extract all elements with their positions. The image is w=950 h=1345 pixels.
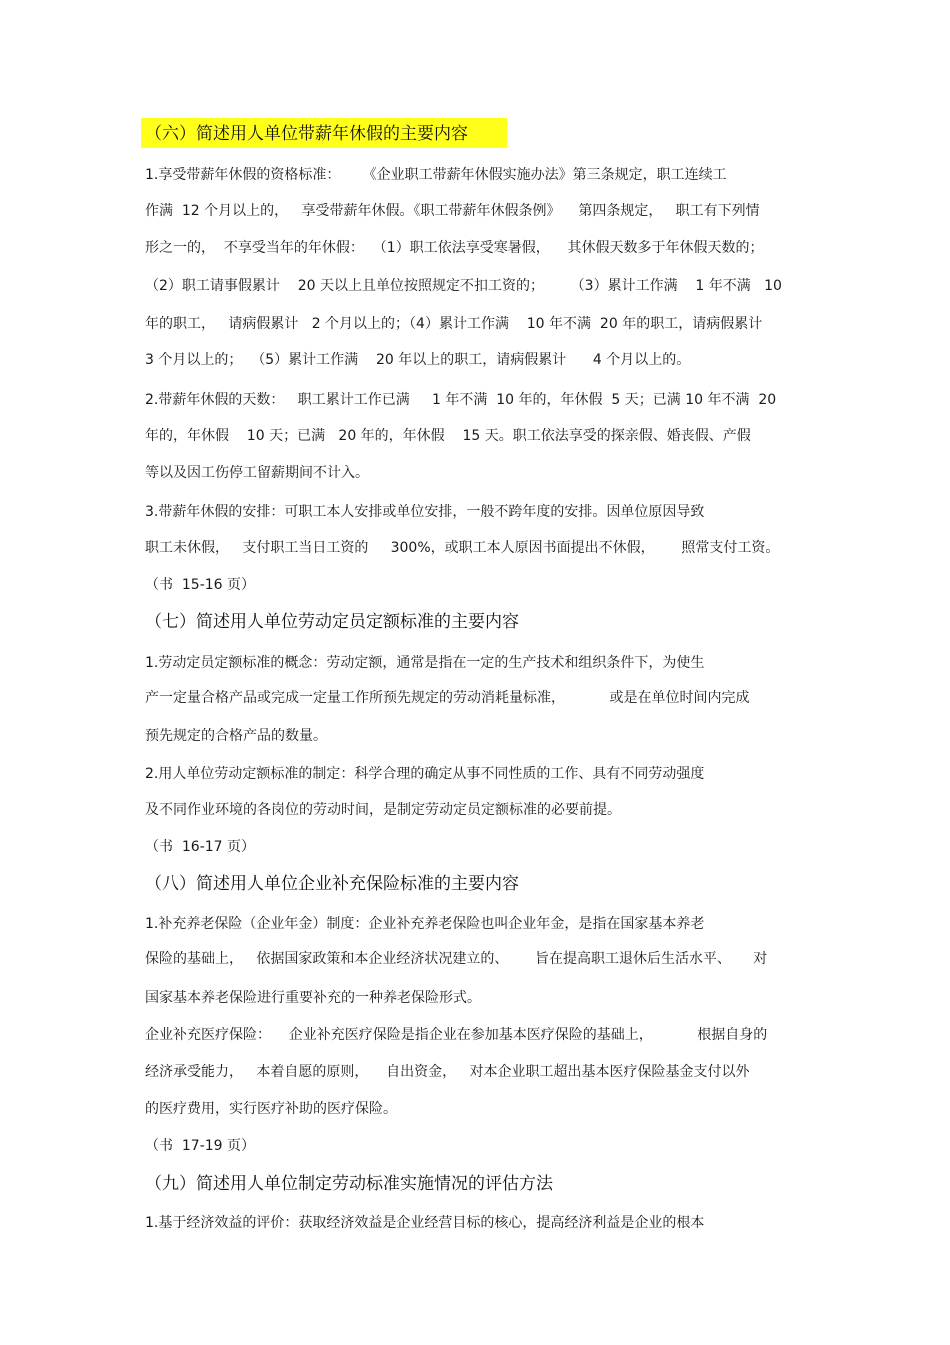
paragraph-line: 2.带薪年休假的天数： 职工累计工作已满 1 年不满 10 年的，年休假 5 天；已满 10 年不满 20: [145, 392, 777, 408]
paragraph-line: 形之一的， 不享受当年的年休假： （1）职工依法享受寒暑假， 其休假天数多于年休假天数的；: [145, 240, 764, 256]
section-heading: （六）简述用人单位带薪年休假的主要内容: [145, 124, 468, 144]
paragraph-line: 年的，年休假 10 天；已满 20 年的，年休假 15 天。职工依法享受的探亲假、婚丧假、产假: [145, 428, 751, 444]
paragraph-line: 国家基本养老保险进行重要补充的一种养老保险形式。: [145, 990, 481, 1006]
paragraph-line: 年的职工， 请病假累计 2 个月以上的；（4）累计工作满 10 年不满 20 年的职工，请病假累计: [145, 316, 763, 332]
paragraph-line: （2）职工请事假累计 20 天以上且单位按照规定不扣工资的； （3）累计工作满 1 年不满 10: [145, 278, 782, 294]
section-heading: （八）简述用人单位企业补充保险标准的主要内容: [145, 874, 519, 894]
paragraph-line: 产一定量合格产品或完成一定量工作所预先规定的劳动消耗量标准， 或是在单位时间内完成: [145, 690, 750, 706]
paragraph-line: 的医疗费用，实行医疗补助的医疗保险。: [145, 1101, 397, 1117]
paragraph-line: 作满 12 个月以上的， 享受带薪年休假。《职工带薪年休假条例》 第四条规定， 职工有下列情: [145, 203, 760, 219]
paragraph-line: 预先规定的合格产品的数量。: [145, 728, 327, 744]
paragraph-line: 1.享受带薪年休假的资格标准： 《企业职工带薪年休假实施办法》第三条规定，职工连续工: [145, 167, 727, 183]
section-heading: （九）简述用人单位制定劳动标准实施情况的评估方法: [145, 1174, 553, 1194]
paragraph-line: 2.用人单位劳动定额标准的制定：科学合理的确定从事不同性质的工作、具有不同劳动强度: [145, 766, 705, 782]
paragraph-line: 1.基于经济效益的评价：获取经济效益是企业经营目标的核心，提高经济利益是企业的根本: [145, 1215, 705, 1231]
paragraph-line: 保险的基础上， 依据国家政策和本企业经济状况建立的、 旨在提高职工退休后生活水平、 对: [145, 951, 768, 967]
paragraph-line: 企业补充医疗保险： 企业补充医疗保险是指企业在参加基本医疗保险的基础上， 根据自身的: [145, 1027, 768, 1043]
page-reference: （书 15-16 页）: [145, 577, 256, 593]
paragraph-line: 及不同作业环境的各岗位的劳动时间，是制定劳动定员定额标准的必要前提。: [145, 802, 621, 818]
paragraph-line: 职工未休假， 支付职工当日工资的 300%，或职工本人原因书面提出不休假， 照常支付工资。: [145, 540, 780, 556]
page-reference: （书 16-17 页）: [145, 839, 256, 855]
paragraph-line: 1.劳动定员定额标准的概念：劳动定额，通常是指在一定的生产技术和组织条件下，为使生: [145, 655, 705, 671]
paragraph-line: 1.补充养老保险（企业年金）制度：企业补充养老保险也叫企业年金，是指在国家基本养老: [145, 916, 705, 932]
page-reference: （书 17-19 页）: [145, 1138, 256, 1154]
paragraph-line: 等以及因工伤停工留薪期间不计入。: [145, 465, 369, 481]
section-heading: （七）简述用人单位劳动定员定额标准的主要内容: [145, 612, 519, 632]
paragraph-line: 3.带薪年休假的安排：可职工本人安排或单位安排，一般不跨年度的安排。因单位原因导致: [145, 504, 705, 520]
paragraph-line: 经济承受能力， 本着自愿的原则， 自出资金， 对本企业职工超出基本医疗保险基金支付以外: [145, 1064, 750, 1080]
paragraph-line: 3 个月以上的； （5）累计工作满 20 年以上的职工，请病假累计 4 个月以上的。: [145, 352, 691, 368]
